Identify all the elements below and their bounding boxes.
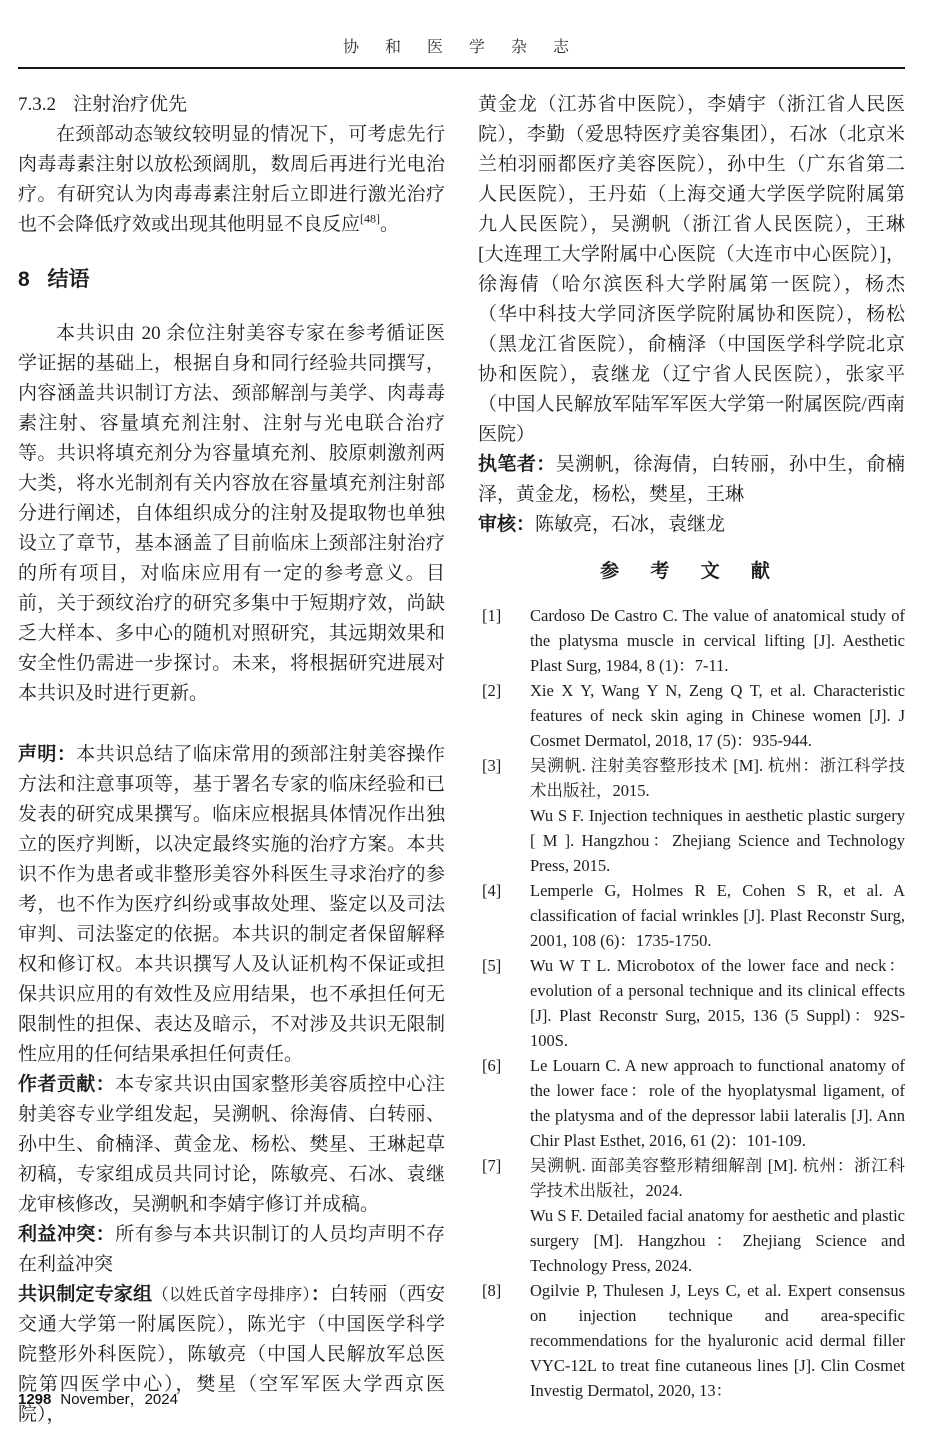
- writers-names: 吴溯帆，徐海倩，白转丽，孙中生，俞楠泽，黄金龙，杨松，樊星，王琳: [478, 454, 905, 505]
- reviewers-names: 陈敏亮，石冰，袁继龙: [535, 514, 726, 535]
- reference-item-1: [478, 603, 905, 678]
- reference-item-3: [478, 753, 905, 878]
- reference-text: Lemperle G, Holmes R E, Cohen S R, et al. A classification of facial wrinkles [J]. Plast Reconstr Surg, 2001, 108 (6)：1735-1750.: [530, 881, 905, 950]
- writers-block: [478, 450, 905, 510]
- two-column-body: [18, 90, 905, 1429]
- reference-item-8: [478, 1278, 905, 1403]
- conflict-of-interest-label: 利益冲突：: [18, 1224, 116, 1245]
- declaration-label: 声明：: [18, 744, 77, 765]
- expert-group-names: 白转丽（西安交通大学第一附属医院），陈光宇（中国医学科学院整形外科医院），陈敏亮（中国人民解放军总医院第四医学中心），樊星（空军军医大学西京医院），: [18, 1284, 445, 1425]
- references-list: [478, 603, 905, 1403]
- conflict-of-interest-text: 所有参与本共识制订的人员均声明不存在利益冲突: [18, 1224, 445, 1275]
- page-footer: [18, 1388, 178, 1409]
- reference-marker: [1]: [482, 606, 502, 625]
- section-7-3-2-number: 7.3.2: [18, 94, 56, 115]
- reference-marker: [8]: [482, 1281, 502, 1300]
- right-column: [478, 90, 905, 1429]
- reference-marker: [3]: [482, 756, 502, 775]
- page-number: 1298: [18, 1391, 52, 1408]
- reference-item-2: [478, 678, 905, 753]
- conflict-of-interest-block: [18, 1220, 445, 1280]
- journal-header: [18, 34, 905, 69]
- issue-date: November，2024: [60, 1391, 178, 1408]
- reference-text-translation: Wu S F. Injection techniques in aesthetic plastic surgery [ M ]. Hangzhou：Zhejiang Science and Technology Press, 2015.: [530, 806, 905, 875]
- left-column: [18, 90, 445, 1429]
- declaration-text: 本共识总结了临床常用的颈部注射美容操作方法和注意事项等，基于署名专家的临床经验和已发表的研究成果撰写。临床应根据具体情况作出独立的医疗判断，以决定最终实施的治疗方案。本共识不作为患者或非整形美容外科医生寻求治疗的参考，也不作为医疗纠纷或事故处理、鉴定以及司法审判、司法鉴定的依据。本共识的制定者保留解释权和修订权。本共识撰写人及认证机构不保证或担保共识应用的有效性及应用结果，也不承担任何无限制性的担保、表达及暗示，不对涉及共识无限制性应用的任何结果承担任何责任。: [18, 744, 445, 1065]
- expert-group-label: 共识制定专家组: [18, 1284, 153, 1305]
- reference-item-5: [478, 953, 905, 1053]
- section-8-number: 8: [18, 268, 30, 291]
- writers-label: 执笔者：: [478, 454, 556, 475]
- reference-marker: [2]: [482, 681, 502, 700]
- reference-text: Ogilvie P, Thulesen J, Leys C, et al. Expert consensus on injection technique and area-specific recommendations for the hyaluronic acid dermal filler VYC-12L to treat fine cutaneous lines [J]. Clin Cosmet Investig Dermatol, 2020, 13：: [530, 1281, 905, 1400]
- reference-text: Le Louarn C. A new approach to functional anatomy of the lower face：role of the hyoplatysmal ligament, of the platysma and of the depressor labii lateralis [J]. Ann Chir Plast Esthet, 2016, 61 (2)：101-109.: [530, 1056, 905, 1150]
- paragraph-conclusion: 本共识由 20 余位注射美容专家在参考循证医学证据的基础上，根据自身和同行经验共同撰写，内容涵盖共识制订方法、颈部解剖与美学、肉毒毒素注射、容量填充剂注射、注射与光电联合治疗等。共识将填充剂分为容量填充剂、胶原刺激剂两大类，将水光制剂有关内容放在容量填充剂注射部分进行阐述，自体组织成分的注射及提取物也单独设立了章节，基本涵盖了目前临床上颈部注射治疗的所有项目，对临床应用有一定的参考意义。目前，关于颈纹治疗的研究多集中于短期疗效，尚缺乏大样本、多中心的随机对照研究，其远期效果和安全性仍需进一步探讨。未来，将根据研究进展对本共识及时进行更新。: [18, 323, 445, 704]
- reference-marker: [6]: [482, 1056, 502, 1075]
- reviewers-label: 审核：: [478, 514, 536, 535]
- reference-marker: [7]: [482, 1156, 502, 1175]
- reference-marker: [4]: [482, 881, 502, 900]
- reference-text: Cardoso De Castro C. The value of anatomical study of the platysma muscle in cervical lifting [J]. Aesthetic Plast Surg, 1984, 8 (1)：7-11.: [530, 606, 905, 675]
- reference-item-6: [478, 1053, 905, 1153]
- reference-text: Wu W T L. Microbotox of the lower face and neck：evolution of a personal technique and its clinical effects [J]. Plast Reconstr Surg, 2015, 136 (5 Suppl)：92S-100S.: [530, 956, 905, 1050]
- expert-group-sorting-note: （以姓氏首字母排序）: [152, 1285, 311, 1304]
- citation-48: [48]: [360, 211, 381, 226]
- reference-text: 吴溯帆. 面部美容整形精细解剖 [M]. 杭州：浙江科学技术出版社，2024.: [530, 1156, 905, 1200]
- reference-text-translation: Wu S F. Detailed facial anatomy for aesthetic and plastic surgery [M]. Hangzhou：Zhejiang Science and Technology Press, 2024.: [530, 1206, 905, 1275]
- author-contribution-label: 作者贡献：: [18, 1074, 116, 1095]
- reference-item-7: [478, 1153, 905, 1278]
- section-8-title: 结语: [47, 268, 90, 291]
- reviewers-block: [478, 510, 905, 540]
- reference-text: 吴溯帆. 注射美容整形技术 [M]. 杭州：浙江科学技术出版社，2015.: [530, 756, 905, 800]
- reference-text: Xie X Y, Wang Y N, Zeng Q T, et al. Characteristic features of neck skin aging in Chinese women [J]. J Cosmet Dermatol, 2018, 17 (5)：935-944.: [530, 681, 905, 750]
- reference-marker: [5]: [482, 956, 502, 975]
- paragraph-injection-priority: 在颈部动态皱纹较明显的情况下，可考虑先行肉毒毒素注射以放松颈阔肌，数周后再进行光电治疗。有研究认为肉毒毒素注射后立即进行激光治疗也不会降低疗效或出现其他明显不良反应[48]。: [18, 124, 445, 235]
- header-rule: [18, 67, 905, 69]
- expert-group-colon: ：: [310, 1284, 331, 1305]
- references-heading: 参 考 文 献: [600, 561, 783, 582]
- declaration-block: [18, 740, 445, 1070]
- author-contribution-text: 本专家共识由国家整形美容质控中心注射美容专业学组发起，吴溯帆、徐海倩、白转丽、孙中生、俞楠泽、黄金龙、杨松、樊星、王琳起草初稿，专家组成员共同讨论，陈敏亮、石冰、袁继龙审核修改，吴溯帆和李婧宇修订并成稿。: [18, 1074, 445, 1215]
- section-7-3-2-heading: [18, 90, 445, 120]
- reference-item-4: [478, 878, 905, 953]
- section-8-heading: [18, 265, 445, 295]
- section-7-3-2-title: 注射治疗优先: [73, 94, 188, 115]
- author-contribution-block: [18, 1070, 445, 1220]
- expert-group-names-continued: 黄金龙（江苏省中医院），李婧宇（浙江省人民医院），李勤（爱思特医疗美容集团），石冰（北京米兰柏羽丽都医疗美容医院），孙中生（广东省第二人民医院），王丹茹（上海交通大学医学院附属第九人民医院），吴溯帆（浙江省人民医院），王琳 [大连理工大学附属中心医院（大连市中心医院）]，徐海倩（哈尔滨医科大学附属第一医院），杨杰（华中科技大学同济医学院附属协和医院），杨松（黑龙江省医院），俞楠泽（中国医学科学院北京协和医院），袁继龙（辽宁省人民医院），张家平（中国人民解放军陆军军医大学第一附属医院/西南医院）: [478, 94, 905, 445]
- journal-title: 协 和 医 学 杂 志: [342, 39, 580, 56]
